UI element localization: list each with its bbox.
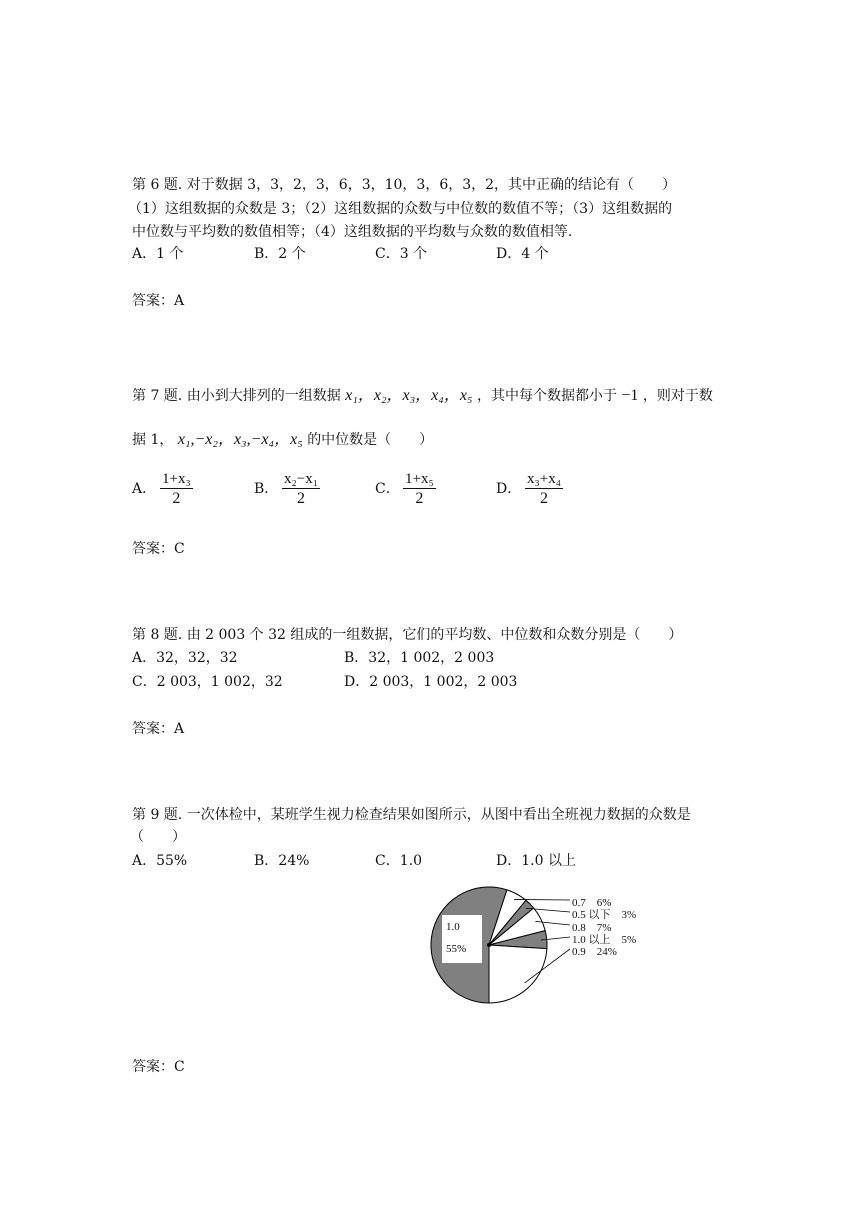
q6-stem: 第 6 题. 对于数据 3，3，2，3，6，3，10，3，6，3，2，其中正确的结论有（ ）: [132, 177, 677, 193]
q7-option-c-label: C．: [375, 481, 400, 497]
q6-line2: （1）这组数据的众数是 3；（2）这组数据的众数与中位数的数值不等；（3）这组数据的: [128, 201, 673, 217]
q7-line2: [132, 431, 433, 449]
q8-stem: 第 8 题. 由 2 003 个 32 组成的一组数据，它们的平均数、中位数和众数分别是（ ）: [132, 627, 683, 643]
q7-option-d-label: D．: [496, 481, 522, 497]
q9-line2: （ ）: [130, 829, 186, 845]
q6-option-b: B．2 个: [254, 246, 306, 262]
q7-stem: [132, 387, 713, 405]
q7-option-b-num: x₂−x₁: [284, 471, 318, 487]
q8-option-b: B．32，1 002，2 003: [344, 650, 495, 666]
q6-option-c: C．3 个: [375, 246, 428, 262]
pie-label-0-9: 0.9 24%: [572, 946, 617, 958]
vision-pie-chart: [420, 880, 570, 1010]
q9-option-b: B．24%: [254, 853, 310, 869]
q7-option-a-num: 1+x₃: [162, 471, 191, 487]
q7-option-b-label: B．: [254, 481, 279, 497]
q7-stem-vars: x₁，x₂，x₃，x₄，x₅: [345, 387, 473, 404]
q7-stem-b: ，其中每个数据都小于: [476, 388, 617, 404]
q9-option-a: A．55%: [132, 853, 188, 869]
q6-answer: 答案：A: [132, 293, 185, 309]
q9-stem: 第 9 题. 一次体检中，某班学生视力检查结果如图所示，从图中看出全班视力数据的众数是: [132, 807, 691, 823]
q7-option-b-fraction: [282, 470, 320, 509]
q7-option-a-den: 2: [172, 490, 181, 507]
pie-label-above-1-0: 1.0 以上 5%: [572, 934, 637, 946]
q7-option-c-num: 1+x₅: [405, 471, 434, 487]
q7-option-d-num: x₃+x₄: [527, 471, 561, 487]
q6-line3: 中位数与平均数的数值相等；（4）这组数据的平均数与众数的数值相等.: [132, 224, 573, 240]
q8-option-a: A．32，32，32: [132, 650, 238, 666]
q7-stem-neg: −1: [621, 387, 639, 404]
pie-slice: [489, 945, 547, 1003]
q9-option-c: C．1.0: [375, 853, 422, 869]
q9-answer: 答案：C: [132, 1059, 185, 1075]
pie-label-below-0-5: 0.5 以下 3%: [572, 909, 637, 921]
pie-label-0-7: 0.7 6%: [572, 897, 612, 909]
pie-leader-line: [514, 899, 570, 900]
q7-option-a-fraction: [160, 470, 193, 509]
pie-big-value-label: 1.0: [446, 921, 460, 933]
q7-option-d-den: 2: [539, 490, 548, 507]
pie-big-pct-label: 55%: [446, 943, 467, 955]
q9-option-d: D．1.0 以上: [496, 853, 576, 869]
q7-stem-a: 第 7 题. 由小到大排列的一组数据: [132, 388, 341, 404]
q7-option-b-den: 2: [296, 490, 305, 507]
q6-option-d: D．4 个: [496, 246, 549, 262]
q7-option-c-den: 2: [415, 490, 424, 507]
q8-answer: 答案：A: [132, 721, 185, 737]
pie-label-0-8: 0.8 7%: [572, 922, 612, 934]
q7-option-d-fraction: [525, 470, 563, 509]
q7-option-a-label: A．: [132, 481, 157, 497]
q7-answer: 答案：C: [132, 541, 185, 557]
q7-stem-c: ，则对于数: [642, 388, 713, 404]
q6-option-a: A．1 个: [132, 246, 184, 262]
pie-center-dot: [487, 943, 491, 947]
q7-line2-b: 的中位数是（ ）: [307, 432, 434, 448]
q8-option-c: C．2 003，1 002，32: [132, 674, 283, 690]
q7-line2-a: 据 1，: [132, 432, 174, 448]
q7-line2-expr: x₁,−x₂，x₃,−x₄，x₅: [177, 431, 303, 448]
q7-option-c-fraction: [403, 470, 436, 509]
q8-option-d: D．2 003，1 002，2 003: [344, 674, 518, 690]
